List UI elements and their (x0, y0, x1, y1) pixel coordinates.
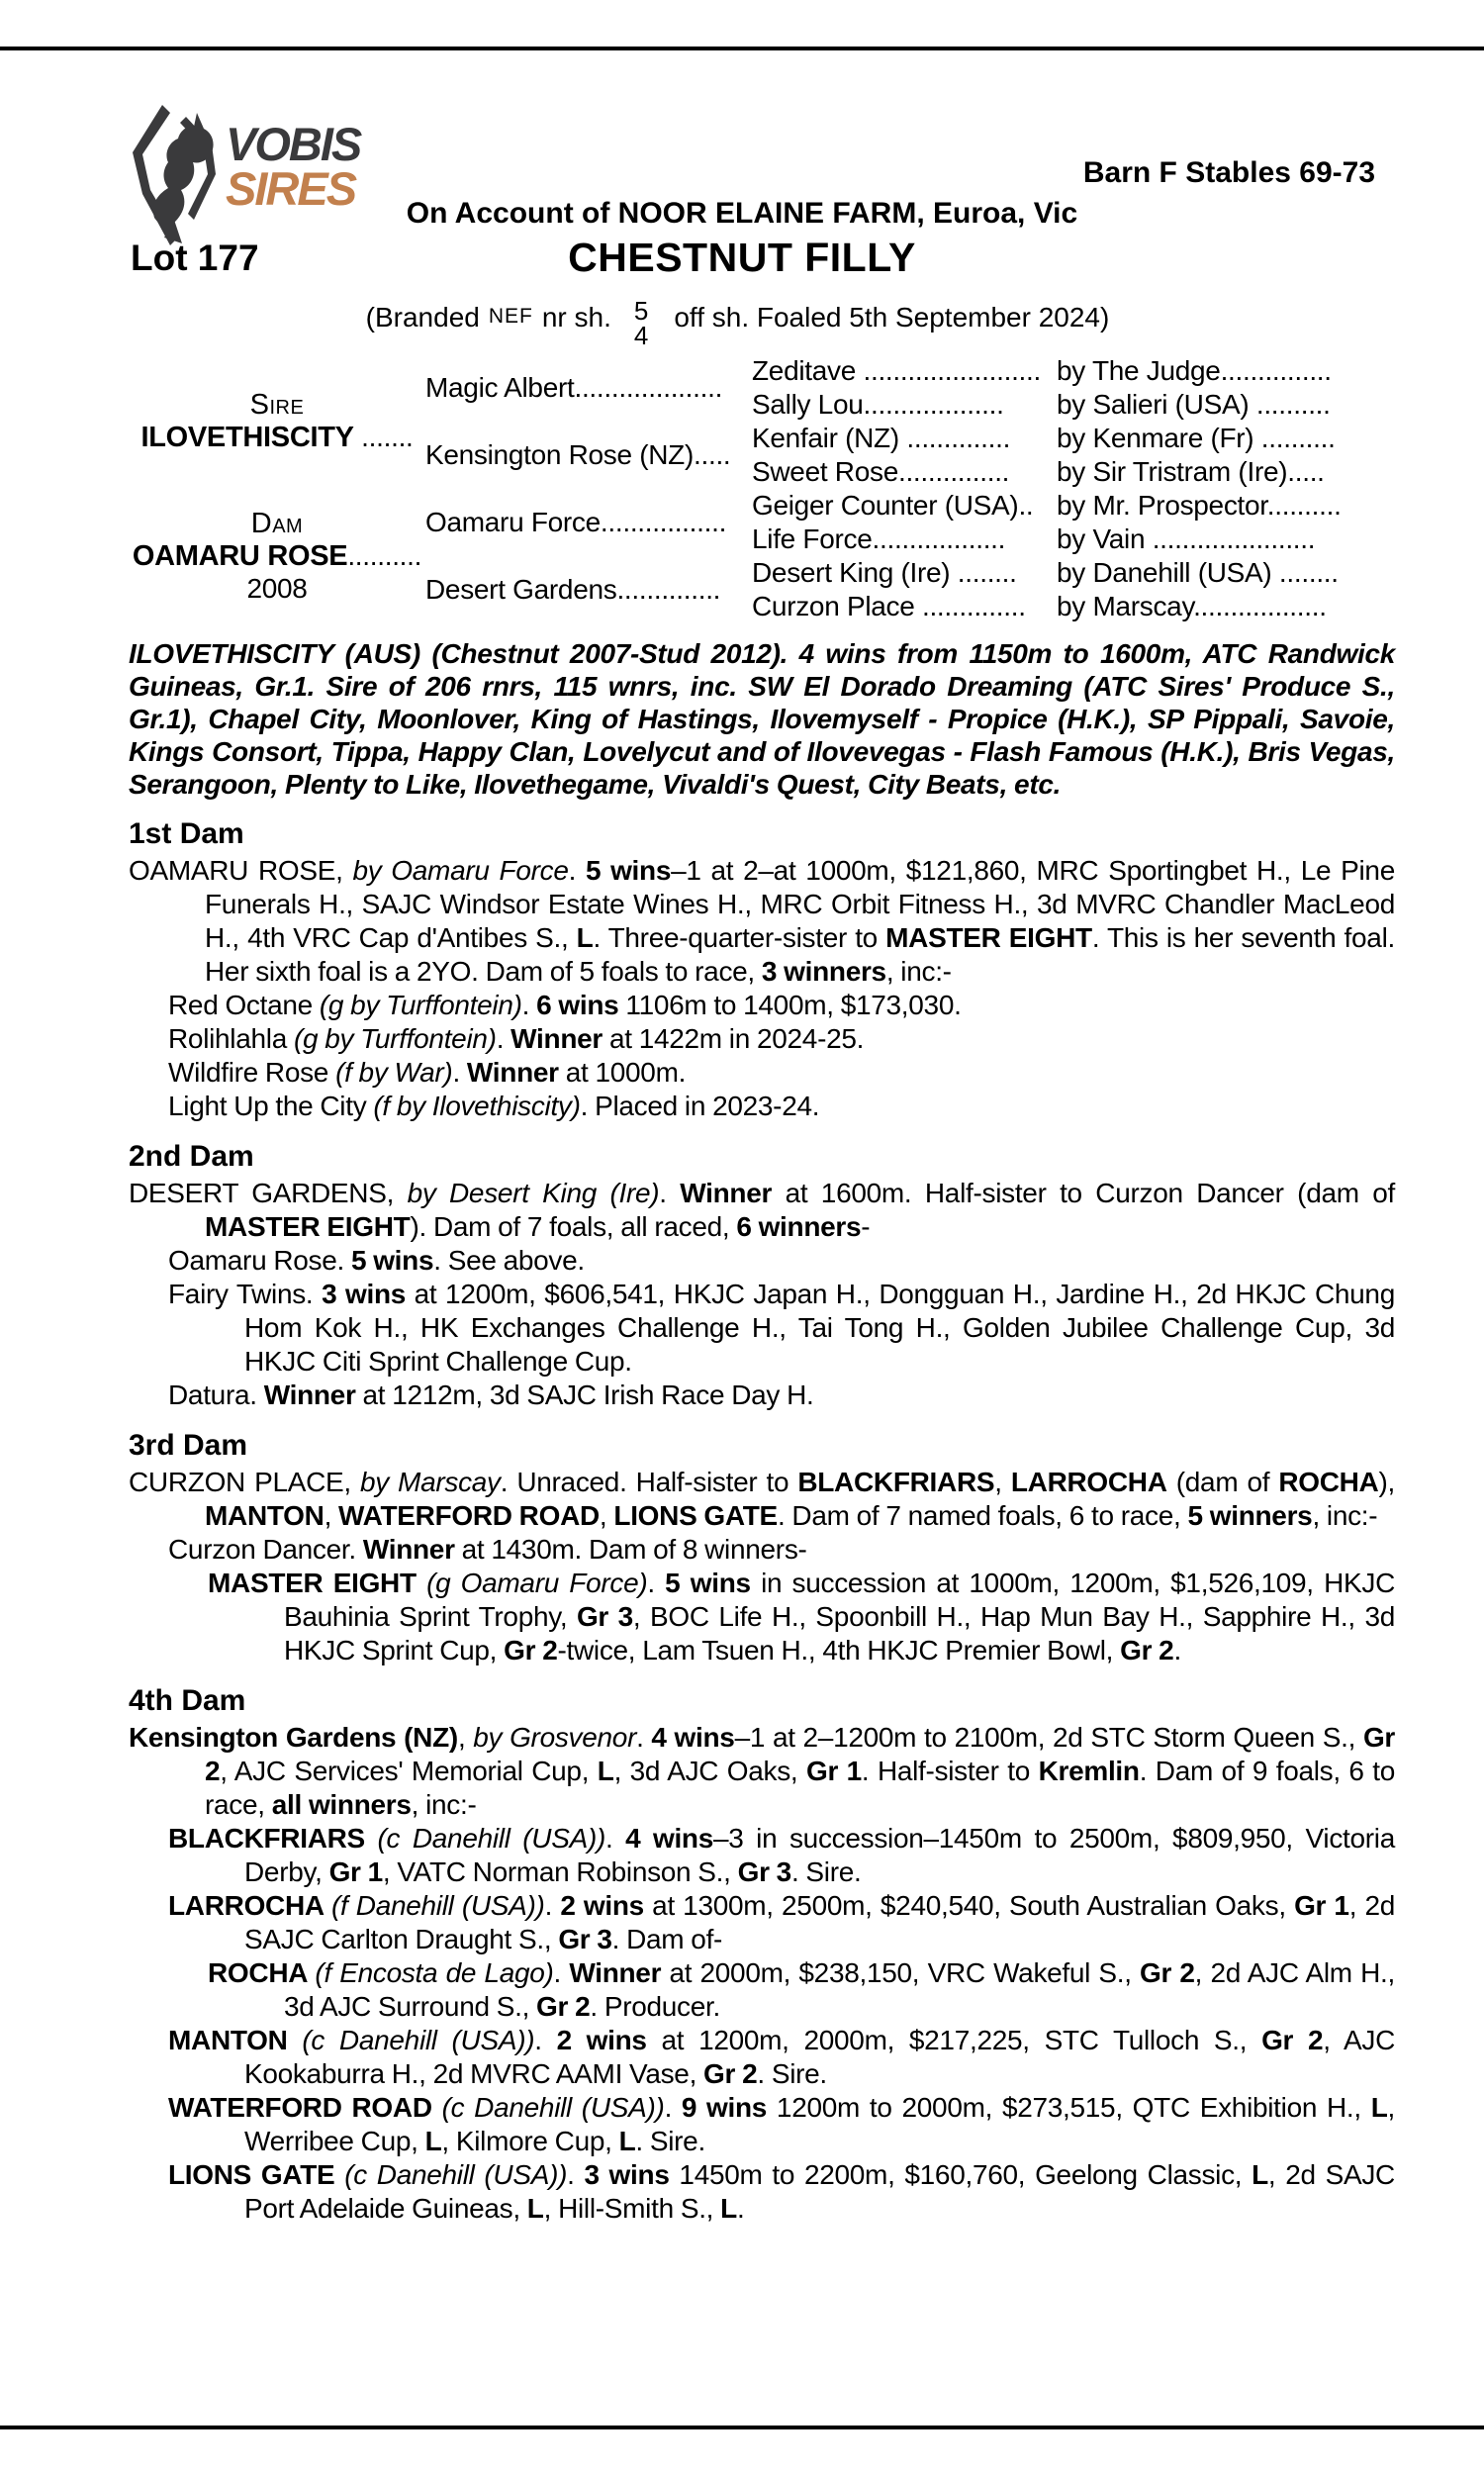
text-segment: , (324, 1500, 339, 1531)
progeny-entry (129, 1956, 1395, 2024)
text-segment: 4 wins (625, 1823, 714, 1854)
sire-summary (129, 637, 1395, 801)
text-segment: Curzon Dancer. (168, 1534, 363, 1565)
text-segment: . This is her seventh foal. Her sixth foal is a 2YO. Dam of 5 foals to race, (205, 922, 1395, 987)
text-segment: ILOVETHISCITY (AUS) (Chestnut 2007-Stud 2012). 4 wins from 1150m to 1600m, ATC Randwick Guineas, Gr.1. Sire of 206 rnrs, 115 wnrs, inc. SW El Dorado Dreaming (ATC Sires' Produce S., Gr.1), Chapel City, Moonlover, King of Hastings, Ilovemyself - Propice (H.K.), SP Pippali, Savoie, Kings Consort, Tippa, Happy Clan, Lovelycut and of Ilovevegas - Flash Famous (H.K.), Bris Vegas, Serangoon, Plenty to Like, Ilovethegame, Vivaldi's Quest, City Beats, etc. (129, 638, 1395, 800)
text-segment: (g Oamaru Force) (426, 1568, 648, 1598)
text-segment: LIONS GATE (168, 2159, 345, 2190)
text-segment: Rolihlahla (168, 1023, 294, 1054)
brand-mark: NEF (488, 305, 533, 328)
text-segment: LARROCHA (1010, 1467, 1167, 1497)
text-segment: , 2d SAJC Carlton Draught S., (244, 1890, 1395, 1954)
text-segment: BLACKFRIARS (168, 1823, 378, 1854)
text-segment: Oamaru Rose. (168, 1245, 351, 1276)
text-segment: L (424, 2126, 442, 2156)
text-segment: at 1200m, $606,541, HKJC Japan H., Dongguan H., Jardine H., 2d HKJC Chung Hom Kok H., HK Exchanges Challenge H., Tai Tong H., Golden Jubilee Challenge Cup, 3d HKJC Citi Sprint Challenge Cup. (244, 1279, 1395, 1377)
leader-dots: .............. (616, 574, 721, 605)
ancestor-sire: by Sir Tristram (Ire) (1057, 456, 1288, 487)
text-segment: at 1212m, 3d SAJC Irish Race Day H. (355, 1380, 814, 1410)
text-segment: WATERFORD ROAD (338, 1500, 600, 1531)
pedigree-row (752, 489, 1395, 523)
dam-of-dam (425, 556, 752, 623)
text-segment: ROCHA (1278, 1467, 1379, 1497)
barn-info: Barn F Stables 69-73 (1082, 156, 1375, 189)
text-segment: MANTON (168, 2025, 303, 2055)
text-segment: at 1300m, 2500m, $240,540, South Australian Oaks, (643, 1890, 1295, 1921)
text-segment: . (544, 1890, 561, 1921)
text-segment: 2 wins (556, 2025, 647, 2055)
text-segment: , 2d AJC Alm H., 3d AJC Surround S., (284, 1957, 1395, 2022)
ancestor-cell (752, 591, 1057, 622)
lot-number: Lot 177 (131, 238, 259, 278)
leader-dots: .................. (1193, 591, 1327, 621)
text-segment: Gr 3 (576, 1601, 633, 1632)
text-segment: Light Up the City (168, 1091, 374, 1121)
text-segment: . (553, 1957, 570, 1988)
text-segment: , Kilmore Cup, (441, 2126, 619, 2156)
text-segment: , Hill-Smith S., (543, 2193, 721, 2224)
progeny-entry (129, 1567, 1395, 1667)
text-segment: –1 at 2–1200m to 2100m, 2d STC Storm Queen S., (734, 1722, 1363, 1753)
text-segment: LARROCHA (168, 1890, 332, 1921)
leader-dots: ............... (897, 456, 1010, 487)
text-segment: MASTER EIGHT (208, 1568, 427, 1598)
ancestor-sire: by Vain (1057, 523, 1146, 554)
text-segment: Gr 1 (805, 1756, 862, 1786)
text-segment: . (496, 1023, 511, 1054)
ancestor-cell (752, 389, 1057, 421)
text-segment: Gr 2 (1140, 1957, 1195, 1988)
ancestor-name: Kenfair (NZ) (752, 423, 899, 453)
ancestor-cell (752, 456, 1057, 488)
text-segment: DESERT GARDENS, (129, 1178, 408, 1208)
text-segment: Winner (466, 1057, 559, 1088)
text-segment: L (1370, 2092, 1388, 2123)
dam-name: OAMARU ROSE (132, 540, 348, 572)
logo-word-vobis: VOBIS (226, 118, 361, 170)
text-segment: ), (1378, 1467, 1395, 1497)
ancestor-sire: by Salieri (USA) (1057, 389, 1250, 420)
horse-jockey-icon (123, 103, 222, 247)
ancestor-sire: by Mr. Prospector (1057, 490, 1267, 521)
leader-dots: .......... (1266, 490, 1342, 521)
text-segment: at 1200m, 2000m, $217,225, STC Tulloch S., (646, 2025, 1262, 2055)
leader-dots: ..... (694, 439, 731, 470)
text-segment: by Marscay (359, 1467, 501, 1497)
text-segment: Gr 1 (328, 1856, 383, 1887)
ancestor-sire-cell (1057, 523, 1395, 555)
ancestor-cell (752, 557, 1057, 589)
text-segment: (c Danehill (USA)) (344, 2159, 568, 2190)
pedigree-table (129, 354, 1395, 623)
brand-number-bottom: 4 (633, 321, 649, 350)
dam-year: 2008 (246, 573, 308, 604)
text-segment: Winner (680, 1178, 773, 1208)
text-segment: Kremlin (1038, 1756, 1140, 1786)
vendor-account: On Account of NOOR ELAINE FARM, Euroa, Vic (406, 197, 1078, 230)
ancestor-name: Curzon Place (752, 591, 915, 621)
section-heading: 1st Dam (129, 817, 244, 850)
text-segment: . (534, 2025, 557, 2055)
progeny-entry (129, 1889, 1395, 1956)
leader-dots: ........................ (856, 355, 1041, 386)
text-segment: –3 in succession–1450m to 2500m, $809,950, Victoria Derby, (244, 1823, 1395, 1887)
section-2nd-dam (129, 1139, 1395, 1412)
text-segment: by Oamaru Force (352, 855, 569, 886)
text-segment: , AJC Services' Memorial Cup, (220, 1756, 598, 1786)
text-segment: 5 wins (350, 1245, 434, 1276)
text-segment: 4 wins (651, 1722, 735, 1753)
text-segment: . (521, 990, 537, 1020)
text-segment: . (452, 1057, 467, 1088)
ancestor-sire: by The Judge (1057, 355, 1221, 386)
ancestor-sire-cell (1057, 557, 1395, 589)
text-segment: . Sire. (757, 2058, 827, 2089)
dam-name-row (129, 540, 425, 573)
text-segment: (c Danehill (USA)) (377, 1823, 605, 1854)
dam-block (129, 489, 425, 623)
text-segment: , inc:- (885, 956, 952, 987)
progeny-entry (129, 1278, 1395, 1379)
text-segment: Winner (362, 1534, 455, 1565)
progeny-entry (129, 1056, 1395, 1090)
ancestor-cell (752, 523, 1057, 555)
text-segment: , Werribee Cup, (244, 2092, 1396, 2156)
leader-dots: ........ (950, 557, 1017, 588)
section-3rd-dam (129, 1428, 1395, 1667)
text-segment: 6 wins (536, 990, 619, 1020)
text-segment: (dam of (1166, 1467, 1279, 1497)
ancestor-name: Sweet Rose (752, 456, 898, 487)
leader-dots: .................... (574, 372, 723, 403)
section-heading: 4th Dam (129, 1684, 246, 1717)
text-segment: Wildfire Rose (168, 1057, 336, 1088)
brand-near-side: nr sh. (541, 302, 611, 333)
ancestor-name: Oamaru Force (425, 507, 601, 537)
ancestor-cell (752, 355, 1057, 387)
text-segment: all winners (271, 1789, 412, 1820)
text-segment: 3 wins (322, 1279, 407, 1309)
text-segment: Winner (569, 1957, 662, 1988)
dam-of-sire (425, 422, 752, 489)
brand-suffix: off sh. Foaled 5th September 2024) (674, 302, 1110, 333)
text-segment: 3 wins (584, 2159, 670, 2190)
text-segment: MASTER EIGHT (885, 922, 1092, 953)
text-segment: . See above. (433, 1245, 585, 1276)
text-segment: Gr 2 (205, 1722, 1396, 1786)
ancestor-sire-cell (1057, 355, 1395, 387)
text-segment: OAMARU ROSE, (129, 855, 353, 886)
text-segment: (g by Turffontein) (293, 1023, 497, 1054)
text-segment: L (1252, 2159, 1268, 2190)
text-segment: . (647, 1568, 666, 1598)
progeny-entry (129, 2024, 1395, 2091)
text-segment: at 2000m, $238,150, VRC Wakeful S., (661, 1957, 1141, 1988)
text-segment: . Dam of 9 foals, 6 to race, (205, 1756, 1396, 1820)
text-segment: , BOC Life H., Spoonbill H., Hap Mun Bay H., Sapphire H., 3d HKJC Sprint Cup, (284, 1601, 1396, 1665)
progeny-entry (129, 1022, 1395, 1056)
pedigree-row (752, 354, 1395, 388)
text-segment: , inc:- (1312, 1500, 1378, 1531)
progeny-entry (129, 1533, 1395, 1567)
text-segment: . (1173, 1635, 1181, 1665)
text-segment: 6 winners (736, 1211, 862, 1242)
text-segment: by Desert King (Ire) (407, 1178, 660, 1208)
text-segment: –1 at 2–at 1000m, $121,860, MRC Sportingbet H., Le Pine Funerals H., SAJC Windsor Estate Wines H., MRC Orbit Fitness H., 3d MVRC Chandler MacLeod H., 4th VRC Cap d'Antibes S., (205, 855, 1395, 953)
progeny-entry (129, 1090, 1395, 1123)
text-segment: 2 wins (560, 1890, 644, 1921)
text-segment: . (664, 2092, 682, 2123)
text-segment: ROCHA (208, 1957, 316, 1988)
text-segment: Gr 3 (737, 1856, 791, 1887)
text-segment: (f by War) (335, 1057, 453, 1088)
text-segment: L (720, 2193, 737, 2224)
ancestor-name: Sally Lou (752, 389, 864, 420)
leader-dots: ....... (353, 422, 414, 452)
text-segment: , inc:- (411, 1789, 477, 1820)
text-segment: at 1000m. (558, 1057, 687, 1088)
logo-word-sires: SIRES (226, 162, 356, 215)
text-segment: Gr 2 (504, 1635, 558, 1665)
text-segment: L (597, 1756, 614, 1786)
ancestor-sire: by Danehill (USA) (1057, 557, 1272, 588)
progeny-entry (129, 2091, 1395, 2158)
ancestor-name: Kensington Rose (NZ) (425, 439, 695, 470)
text-segment: at 1430m. Dam of 8 winners- (454, 1534, 807, 1565)
section-heading: 3rd Dam (129, 1429, 248, 1462)
text-segment: L (618, 2126, 636, 2156)
text-segment: , (994, 1467, 1011, 1497)
text-segment: Winner (510, 1023, 603, 1054)
pedigree-row (752, 590, 1395, 623)
text-segment: 1200m to 2000m, $273,515, QTC Exhibition H., (767, 2092, 1371, 2123)
horse-title: CHESTNUT FILLY (568, 235, 916, 280)
ancestor-sire-cell (1057, 389, 1395, 421)
text-segment: Red Octane (168, 990, 320, 1020)
text-segment: , (599, 1500, 614, 1531)
ancestor-sire: by Marscay (1057, 591, 1194, 621)
text-segment: . Three-quarter-sister to (593, 922, 886, 953)
sire-name-row (129, 422, 425, 454)
text-segment: . (636, 1722, 652, 1753)
bottom-rule (0, 2426, 1484, 2429)
text-segment: Gr 2 (703, 2058, 758, 2089)
ancestor-sire-cell (1057, 490, 1395, 522)
ancestor-name: Zeditave (752, 355, 856, 386)
text-segment: . Sire. (790, 1856, 862, 1887)
sire-of-sire (425, 354, 752, 422)
progeny-entry (129, 1822, 1395, 1889)
ancestor-cell (752, 490, 1057, 522)
text-segment: (f Encosta de Lago) (315, 1957, 554, 1988)
dam-entry (129, 1721, 1395, 1822)
text-segment: BLACKFRIARS (797, 1467, 995, 1497)
text-segment: . (567, 2159, 585, 2190)
sire-name: ILOVETHISCITY (140, 422, 354, 453)
leader-dots: .. (1018, 490, 1034, 521)
text-segment: Gr 2 (536, 1991, 591, 2022)
text-segment: LIONS GATE (613, 1500, 778, 1531)
text-segment: Gr 2 (1120, 1635, 1174, 1665)
ancestor-name: Magic Albert (425, 372, 575, 403)
text-segment: , VATC Norman Robinson S., (382, 1856, 738, 1887)
ancestor-sire-cell (1057, 591, 1395, 622)
text-segment: , 2d SAJC Port Adelaide Guineas, (244, 2159, 1395, 2224)
progeny-entry (129, 989, 1395, 1022)
text-segment: , (457, 1722, 474, 1753)
text-segment: . Placed in 2023-24. (580, 1091, 820, 1121)
pedigree-row (752, 455, 1395, 489)
dam-entry (129, 1466, 1395, 1533)
ancestor-sire-cell (1057, 456, 1395, 488)
pedigree-grandparents-column (752, 354, 1395, 623)
text-segment: MANTON (205, 1500, 325, 1531)
ancestor-name: Life Force (752, 523, 873, 554)
leader-dots: ............... (1220, 355, 1332, 386)
catalogue-page (129, 0, 1395, 2226)
text-segment: . Dam of 7 named foals, 6 to race, (777, 1500, 1188, 1531)
text-segment: 5 wins (585, 855, 672, 886)
progeny-entry (129, 2158, 1395, 2226)
text-segment: Fairy Twins. (168, 1279, 323, 1309)
text-segment: MASTER EIGHT (205, 1211, 411, 1242)
progeny-entry (129, 1244, 1395, 1278)
dam-entry (129, 1177, 1395, 1244)
section-1st-dam (129, 816, 1395, 1123)
text-segment: (c Danehill (USA)) (441, 2092, 665, 2123)
sire-block (129, 354, 425, 489)
text-segment: Gr 1 (1294, 1890, 1349, 1921)
progeny-entry (129, 1379, 1395, 1412)
text-segment: 5 winners (1187, 1500, 1313, 1531)
leader-dots: .......... (347, 540, 422, 571)
brand-prefix: (Branded (365, 302, 480, 333)
text-segment: . Unraced. Half-sister to (500, 1467, 798, 1497)
ancestor-sire: by Kenmare (Fr) (1057, 423, 1254, 453)
section-4th-dam (129, 1683, 1395, 2226)
text-segment: Gr 2 (1261, 2025, 1324, 2055)
text-segment: (f by Ilovethiscity) (373, 1091, 581, 1121)
text-segment: - (861, 1211, 871, 1242)
ancestor-name: Desert Gardens (425, 574, 617, 605)
text-segment: . (568, 855, 586, 886)
text-segment: -twice, Lam Tsuen H., 4th HKJC Premier Bowl, (557, 1635, 1121, 1665)
text-segment: Datura. (168, 1380, 264, 1410)
leader-dots: ..... (1287, 456, 1325, 487)
pedigree-row (752, 523, 1395, 556)
dam-entry (129, 854, 1395, 989)
text-segment: at 1422m in 2024-25. (603, 1023, 865, 1054)
text-segment: 5 wins (665, 1568, 751, 1598)
text-segment: in succession at 1000m, 1200m, $1,526,109, HKJC Bauhinia Sprint Trophy, (284, 1568, 1395, 1632)
text-segment: . Dam of- (611, 1924, 723, 1954)
text-segment: 1450m to 2200m, $160,760, Geelong Classic, (669, 2159, 1252, 2190)
dam-label: Dam (250, 508, 304, 539)
text-segment: (c Danehill (USA)) (302, 2025, 535, 2055)
text-segment: . Producer. (590, 1991, 720, 2022)
pedigree-row (752, 556, 1395, 590)
text-segment: 3 winners (761, 956, 886, 987)
text-segment: . Sire. (635, 2126, 705, 2156)
text-segment: Gr 3 (558, 1924, 612, 1954)
text-segment: L (576, 922, 594, 953)
section-heading: 2nd Dam (129, 1140, 254, 1173)
text-segment: Kensington Gardens (NZ) (129, 1722, 458, 1753)
leader-dots: .............. (914, 591, 1026, 621)
text-segment: by Grosvenor (473, 1722, 637, 1753)
ancestor-cell (752, 423, 1057, 454)
brand-line (247, 293, 1237, 350)
pedigree-parents-column (425, 354, 752, 623)
text-segment: 1106m to 1400m, $173,030. (618, 990, 962, 1020)
text-segment: WATERFORD ROAD (168, 2092, 442, 2123)
text-segment: Winner (263, 1380, 356, 1410)
ancestor-name: Geiger Counter (USA) (752, 490, 1019, 521)
text-segment: 9 wins (681, 2092, 768, 2123)
text-segment: at 1600m. Half-sister to Curzon Dancer (dam of (772, 1178, 1395, 1208)
leader-dots: .................. (872, 523, 1006, 554)
sire-label: Sire (249, 389, 305, 421)
leader-dots: ................... (863, 389, 1004, 420)
brand-number-fraction (633, 296, 649, 350)
ancestor-name: Desert King (Ire) (752, 557, 951, 588)
text-segment: . Half-sister to (861, 1756, 1039, 1786)
leader-dots: .......... (1249, 389, 1331, 420)
leader-dots: ........ (1271, 557, 1339, 588)
header (129, 0, 1395, 354)
pedigree-row (752, 388, 1395, 422)
pedigree-subject-column (129, 354, 425, 623)
text-segment: , 3d AJC Oaks, (613, 1756, 806, 1786)
leader-dots: ...................... (1145, 523, 1316, 554)
pedigree-row (752, 422, 1395, 455)
leader-dots: .............. (898, 423, 1011, 453)
text-segment: . (659, 1178, 681, 1208)
text-segment: . (605, 1823, 626, 1854)
leader-dots: ................. (600, 507, 727, 537)
brand-number-top: 5 (633, 296, 649, 326)
text-segment: . (736, 2193, 745, 2224)
text-segment: L (526, 2193, 544, 2224)
leader-dots: .......... (1253, 423, 1336, 453)
sire-of-dam (425, 489, 752, 556)
text-segment: , AJC Kookaburra H., 2d MVRC AAMI Vase, (244, 2025, 1395, 2089)
text-segment: CURZON PLACE, (129, 1467, 360, 1497)
text-segment: ). Dam of 7 foals, all raced, (410, 1211, 737, 1242)
text-segment: (f Danehill (USA)) (331, 1890, 545, 1921)
ancestor-sire-cell (1057, 423, 1395, 454)
text-segment: (g by Turffontein) (319, 990, 522, 1020)
